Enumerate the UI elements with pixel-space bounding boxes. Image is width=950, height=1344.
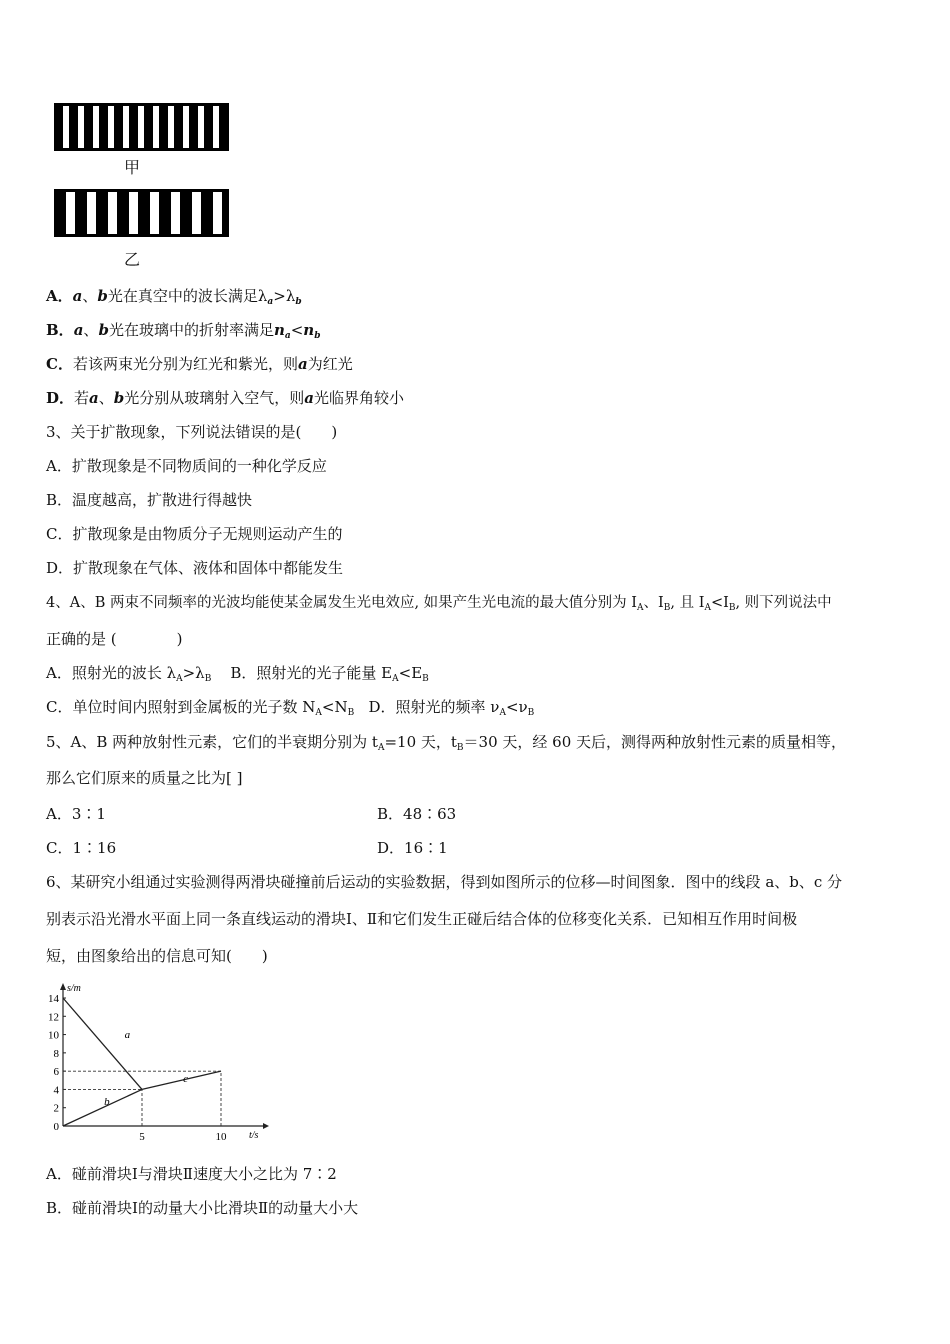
q6-stem-line3: 短，由图象给出的信息可知( ) [46, 947, 268, 965]
y-tick-label: 2 [53, 1102, 59, 1115]
series-line-c [142, 1071, 221, 1089]
y-tick-label: 4 [53, 1084, 59, 1097]
x-tick-label: 5 [139, 1131, 145, 1143]
x-axis-arrow [263, 1123, 269, 1129]
y-tick-label: 6 [53, 1066, 59, 1079]
y-axis-arrow [60, 983, 66, 990]
q4-stem-line2: 正确的是 ( ) [46, 630, 183, 648]
q3-option-c: C．扩散现象是由物质分子无规则运动产生的 [46, 525, 343, 543]
q3-option-b: B．温度越高，扩散进行得越快 [46, 491, 253, 509]
q6-stem-line1: 6、某研究小组通过实验测得两滑块碰撞前后运动的实验数据，得到如图所示的位移—时间图象．图中的线段 a、b、c 分 [46, 873, 843, 891]
y-tick-label: 12 [48, 1011, 59, 1024]
y-tick-label: 14 [48, 993, 59, 1005]
q2-option-c: C．若该两束光分别为红光和紫光，则a为红光 [46, 355, 353, 373]
y-tick-label: 0 [53, 1121, 59, 1133]
q5-stem-line2: 那么它们原来的质量之比为[ ] [46, 769, 243, 787]
y-axis-label: s/m [67, 983, 81, 994]
fringe-bottom-label: 乙 [124, 250, 141, 269]
q2-option-b: B．a、b光在玻璃中的折射率满足$n_a<n_b$ [46, 321, 321, 341]
y-tick-label: 10 [48, 1029, 59, 1042]
x-axis-label: t/s [249, 1130, 259, 1141]
q5-option-b: B．48∶63 [377, 805, 457, 823]
displacement-time-chart [40, 980, 275, 1145]
series-label-b: b [104, 1095, 110, 1108]
q2-option-d: D．若a、b光分别从玻璃射入空气，则a光临界角较小 [46, 389, 405, 407]
q4-options-ab: A．照射光的波长 $\lambda_A>\lambda_B$ B．照射光的光子能量 $E_A<E_B$ [46, 664, 429, 684]
q2-option-a: A．a、b光在真空中的波长满足$\lambda_a>\lambda_b$ [46, 287, 302, 307]
q5-option-c: C．1∶16 [46, 839, 117, 857]
q5-option-a: A．3∶1 [46, 805, 106, 823]
q3-option-d: D．扩散现象在气体、液体和固体中都能发生 [46, 559, 344, 577]
series-label-a: a [124, 1029, 131, 1042]
q4-options-cd: C．单位时间内照射到金属板的光子数 $N_A<N_B$ D．照射光的频率 $\nu_A<\nu_B$ [46, 698, 535, 718]
series-line-a [63, 998, 142, 1089]
q5-option-d: D．16∶1 [377, 839, 448, 857]
x-tick-label: 10 [215, 1131, 227, 1143]
q4-stem-line1: 4、A、B 两束不同频率的光波均能使某金属发生光电效应, 如果产生光电流的最大值分别为 $I_A$、$I_B$, 且 $I_A<I_B$, 则下列说法中 [46, 595, 832, 613]
y-tick-label: 8 [53, 1047, 59, 1060]
series-line-b [63, 1089, 142, 1126]
fringe-pattern-top [54, 103, 229, 151]
fringe-top-label: 甲 [124, 158, 141, 177]
q3-stem: 3、关于扩散现象，下列说法错误的是( ) [46, 423, 338, 441]
q6-option-a: A．碰前滑块Ⅰ与滑块Ⅱ速度大小之比为 7∶2 [46, 1165, 337, 1183]
series-label-c: c [183, 1073, 188, 1086]
q5-stem-line1: 5、A、B 两种放射性元素，它们的半衰期分别为 $t_A=10$ 天，$t_B=30$ 天，经 60 天后，测得两种放射性元素的质量相等， [46, 733, 847, 753]
q3-option-a: A．扩散现象是不同物质间的一种化学反应 [46, 457, 327, 475]
q6-stem-line2: 别表示沿光滑水平面上同一条直线运动的滑块Ⅰ、Ⅱ和它们发生正碰后结合体的位移变化关系．已知相互作用时间极 [46, 910, 798, 928]
q6-option-b: B．碰前滑块Ⅰ的动量大小比滑块Ⅱ的动量大小大 [46, 1199, 359, 1217]
fringe-pattern-bottom [54, 189, 229, 237]
